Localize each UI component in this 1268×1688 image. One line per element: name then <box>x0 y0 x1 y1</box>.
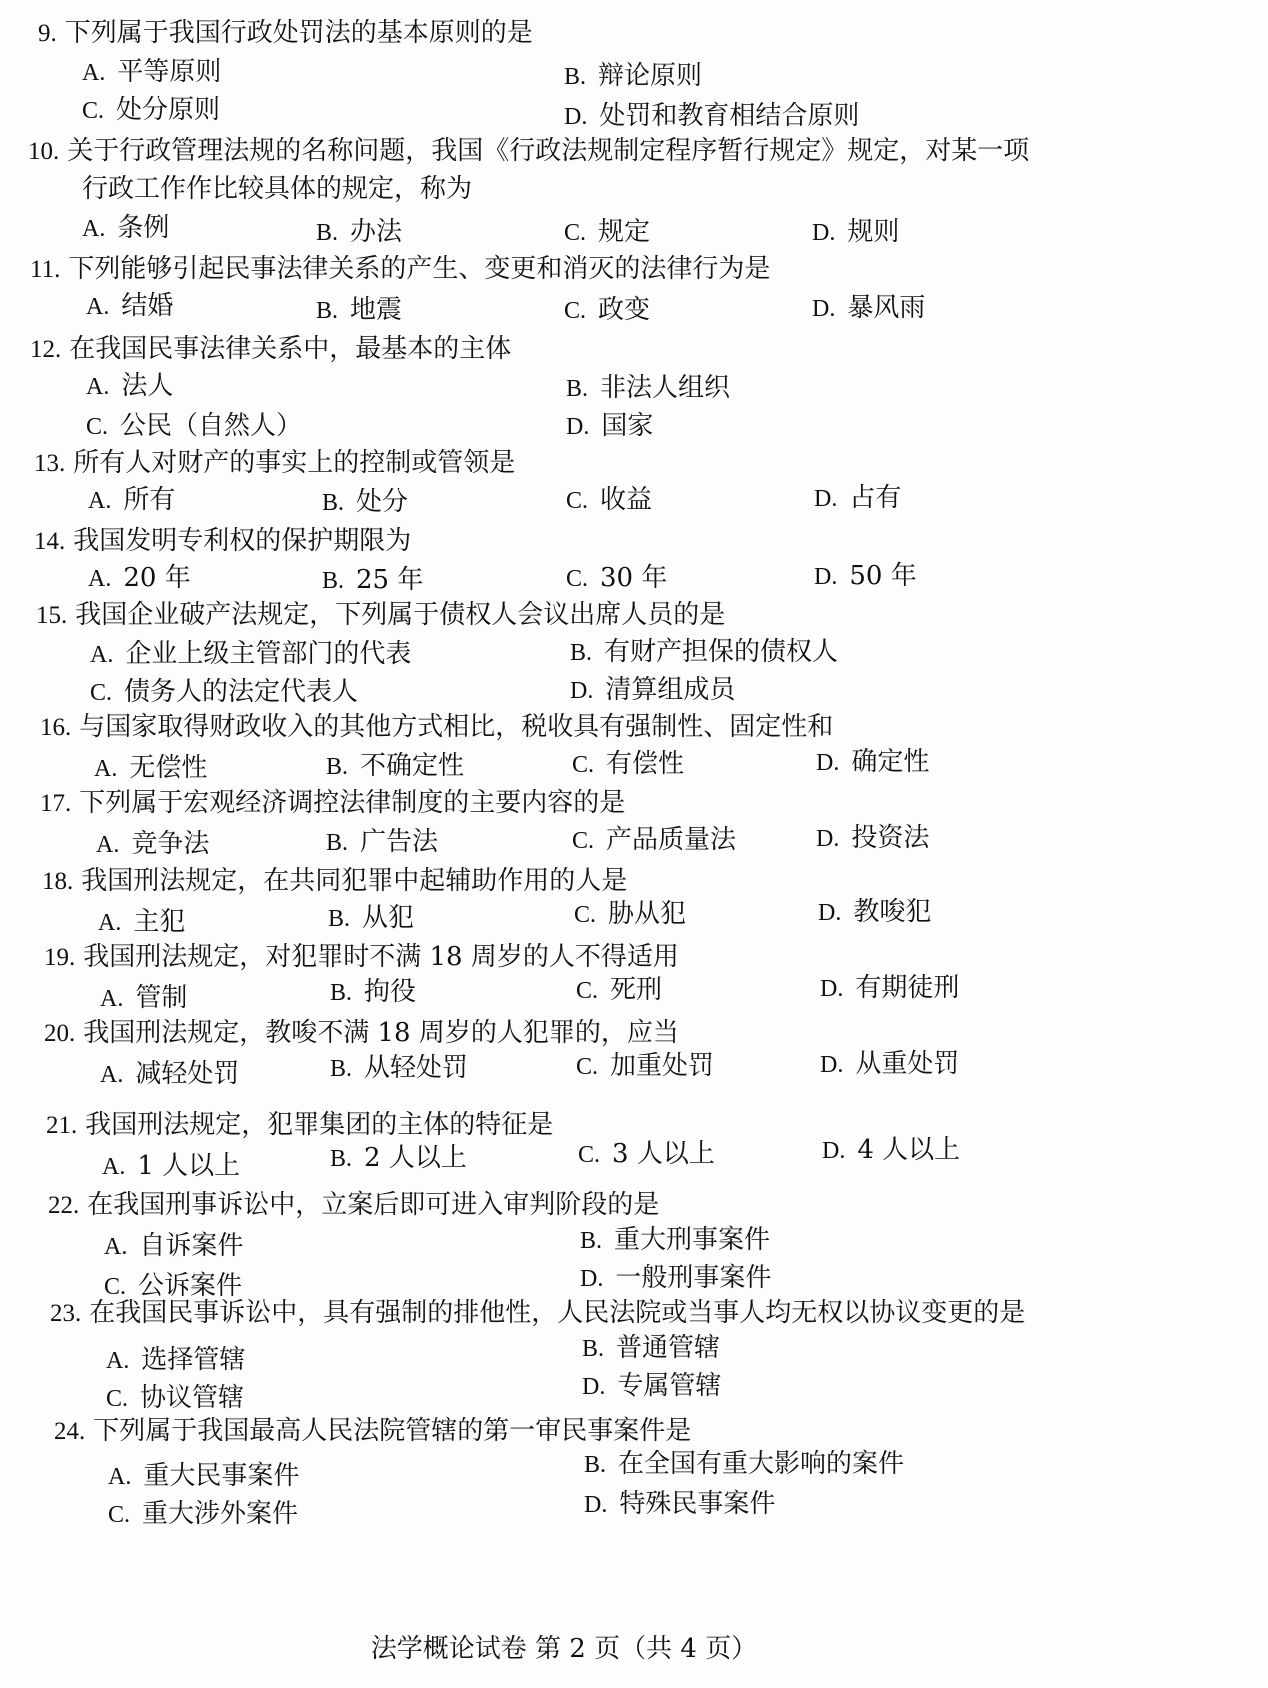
question-stem <box>34 444 1234 483</box>
option-text: 处罚和教育相结合原则 <box>599 101 860 131</box>
option-letter: D. <box>818 900 842 926</box>
option-text: 规定 <box>598 217 651 247</box>
option-c <box>576 972 662 1009</box>
option-b <box>330 1140 467 1177</box>
question-stem <box>30 330 1230 369</box>
question-19 <box>0 938 1200 1013</box>
option-d <box>566 408 653 445</box>
option-text: 重大民事案件 <box>143 1461 300 1491</box>
option-letter: B. <box>330 1056 353 1082</box>
option-a <box>86 368 173 405</box>
option-text: 有偿性 <box>606 749 685 779</box>
option-a <box>106 1342 245 1379</box>
option-letter: A. <box>88 566 112 592</box>
option-c <box>578 1136 715 1173</box>
option-letter: D. <box>822 1138 846 1164</box>
option-letter: C. <box>576 978 599 1004</box>
option-letter: A. <box>104 1234 128 1260</box>
option-text: 管制 <box>135 983 188 1013</box>
option-a <box>96 826 209 863</box>
option-letter: B. <box>326 754 349 780</box>
option-letter: C. <box>108 1502 131 1528</box>
question-23 <box>0 1294 1200 1413</box>
option-letter: A. <box>98 910 122 936</box>
option-b <box>322 562 423 599</box>
option-c <box>566 482 652 519</box>
option-text: 收益 <box>600 485 653 515</box>
question-15 <box>0 596 1200 707</box>
option-letter: C. <box>90 680 113 706</box>
question-stem <box>36 596 1236 635</box>
question-14 <box>0 522 1200 595</box>
question-number: 15. <box>36 602 68 629</box>
option-text: 普通管辖 <box>616 1333 721 1363</box>
option-d <box>820 970 959 1007</box>
option-c <box>86 408 302 445</box>
question-stem <box>50 1294 1250 1333</box>
option-letter: C. <box>106 1386 129 1412</box>
option-c <box>108 1496 298 1533</box>
option-text: 主犯 <box>133 907 186 937</box>
option-letter: B. <box>582 1336 605 1362</box>
option-letter: C. <box>82 98 105 124</box>
option-text: 结婚 <box>121 291 174 321</box>
option-letter: C. <box>572 828 595 854</box>
option-b <box>330 974 416 1011</box>
question-text: 我国刑法规定，犯罪集团的主体的特征是 <box>85 1110 554 1140</box>
question-13 <box>0 444 1200 517</box>
option-c <box>572 746 684 783</box>
option-letter: B. <box>326 830 349 856</box>
option-letter: A. <box>102 1154 126 1180</box>
option-text: 占有 <box>849 483 902 513</box>
option-a <box>82 210 169 247</box>
option-text: 所有 <box>123 485 176 515</box>
option-text: 20 年 <box>123 563 191 593</box>
option-b <box>326 748 464 785</box>
option-letter: A. <box>88 488 112 514</box>
option-text: 公民（自然人） <box>120 411 303 441</box>
option-text: 条例 <box>117 213 170 243</box>
option-text: 确定性 <box>851 747 930 777</box>
option-a <box>94 750 207 787</box>
option-letter: B. <box>322 490 345 516</box>
option-c <box>564 214 650 251</box>
option-b <box>566 370 730 407</box>
option-c <box>564 292 650 329</box>
question-number: 24. <box>54 1418 86 1445</box>
question-number: 12. <box>30 336 62 363</box>
option-a <box>98 904 185 941</box>
option-b <box>584 1446 904 1483</box>
option-text: 胁从犯 <box>608 899 687 929</box>
option-letter: D. <box>570 678 594 704</box>
option-letter: B. <box>580 1228 603 1254</box>
question-text: 我国刑法规定，教唆不满 18 周岁的人犯罪的，应当 <box>83 1018 679 1048</box>
option-letter: D. <box>584 1492 608 1518</box>
option-text: 有期徒刑 <box>855 973 960 1003</box>
question-text: 下列属于宏观经济调控法律制度的主要内容的是 <box>79 788 626 818</box>
option-text: 不确定性 <box>360 751 465 781</box>
question-11 <box>0 250 1200 325</box>
option-d <box>812 214 899 251</box>
question-text: 所有人对财产的事实上的控制或管领是 <box>73 448 516 478</box>
option-d <box>584 1486 775 1523</box>
option-letter: A. <box>108 1464 132 1490</box>
option-d <box>814 480 901 517</box>
question-stem <box>48 1186 1248 1225</box>
option-letter: D. <box>564 104 588 130</box>
option-c <box>566 560 667 597</box>
option-text: 政变 <box>598 295 651 325</box>
option-letter: B. <box>316 298 339 324</box>
option-text: 自诉案件 <box>139 1231 244 1261</box>
option-letter: B. <box>328 906 351 932</box>
option-text: 从犯 <box>362 903 415 933</box>
option-d <box>822 1132 960 1169</box>
question-17 <box>0 784 1200 859</box>
option-d <box>582 1368 721 1405</box>
question-number: 21. <box>46 1112 78 1139</box>
option-letter: B. <box>570 640 593 666</box>
option-text: 25 年 <box>356 565 424 595</box>
option-letter: A. <box>90 642 114 668</box>
option-letter: B. <box>330 1146 353 1172</box>
option-letter: B. <box>584 1452 607 1478</box>
option-a <box>86 288 173 325</box>
option-letter: A. <box>100 986 124 1012</box>
option-letter: D. <box>820 976 844 1002</box>
option-letter: B. <box>566 376 589 402</box>
option-b <box>582 1330 720 1367</box>
question-number: 18. <box>42 868 74 895</box>
option-b <box>330 1050 468 1087</box>
option-text: 投资法 <box>851 823 930 853</box>
option-b <box>322 484 408 521</box>
option-text: 在全国有重大影响的案件 <box>618 1449 905 1479</box>
option-text: 重大刑事案件 <box>614 1225 771 1255</box>
question-stem <box>34 522 1234 561</box>
question-number: 22. <box>48 1192 80 1219</box>
option-d <box>564 98 859 135</box>
option-text: 法人 <box>121 371 174 401</box>
question-number: 11. <box>30 256 61 283</box>
option-text: 4 人以上 <box>857 1135 961 1165</box>
option-letter: D. <box>812 296 836 322</box>
question-number: 16. <box>40 714 72 741</box>
option-text: 清算组成员 <box>605 675 736 705</box>
option-text: 一般刑事案件 <box>615 1263 772 1293</box>
option-text: 规则 <box>847 217 900 247</box>
option-letter: C. <box>576 1054 599 1080</box>
option-letter: A. <box>96 832 120 858</box>
option-text: 暴风雨 <box>847 293 926 323</box>
option-letter: C. <box>104 1274 127 1300</box>
option-letter: A. <box>82 216 106 242</box>
option-text: 死刑 <box>610 975 663 1005</box>
option-b <box>316 292 402 329</box>
option-letter: C. <box>564 220 587 246</box>
option-b <box>570 634 838 671</box>
option-d <box>816 744 929 781</box>
option-c <box>574 896 686 933</box>
question-number: 19. <box>44 944 76 971</box>
option-text: 1 人以上 <box>137 1151 241 1181</box>
option-letter: B. <box>330 980 353 1006</box>
question-number: 20. <box>44 1020 76 1047</box>
option-letter: A. <box>106 1348 130 1374</box>
option-text: 竞争法 <box>131 829 210 859</box>
question-text: 与国家取得财政收入的其他方式相比，税收具有强制性、固定性和 <box>79 712 834 742</box>
question-text: 我国发明专利权的保护期限为 <box>73 526 412 556</box>
option-a <box>100 980 187 1017</box>
question-number: 17. <box>40 790 72 817</box>
option-a <box>100 1056 239 1093</box>
option-text: 减轻处罚 <box>135 1059 240 1089</box>
option-c <box>572 822 736 859</box>
option-letter: C. <box>566 488 589 514</box>
question-number: 23. <box>50 1300 82 1327</box>
question-number: 14. <box>34 528 66 555</box>
option-text: 有财产担保的债权人 <box>604 637 839 667</box>
option-letter: D. <box>566 414 590 440</box>
option-letter: A. <box>86 374 110 400</box>
option-c <box>576 1048 714 1085</box>
option-text: 辩论原则 <box>598 61 703 91</box>
option-text: 处分原则 <box>116 95 221 125</box>
option-letter: D. <box>812 220 836 246</box>
option-b <box>564 58 702 95</box>
option-text: 处分 <box>356 487 409 517</box>
option-text: 3 人以上 <box>612 1139 715 1169</box>
option-letter: A. <box>100 1062 124 1088</box>
option-text: 从重处罚 <box>855 1049 960 1079</box>
option-letter: D. <box>816 826 840 852</box>
question-stem <box>30 250 1230 289</box>
option-letter: D. <box>820 1052 844 1078</box>
option-a <box>102 1148 240 1185</box>
question-text: 在我国刑事诉讼中，立案后即可进入审判阶段的是 <box>87 1190 660 1220</box>
question-number: 9. <box>38 20 57 47</box>
question-22 <box>0 1186 1200 1301</box>
option-letter: B. <box>564 64 587 90</box>
option-text: 地震 <box>350 295 403 325</box>
option-d <box>580 1260 771 1297</box>
question-number: 13. <box>34 450 66 477</box>
option-letter: D. <box>814 564 838 590</box>
option-text: 从轻处罚 <box>364 1053 469 1083</box>
option-text: 加重处罚 <box>610 1051 715 1081</box>
option-letter: D. <box>580 1266 604 1292</box>
question-12 <box>0 330 1200 441</box>
option-a <box>88 482 175 519</box>
option-d <box>818 894 931 931</box>
option-b <box>328 900 414 937</box>
option-letter: B. <box>316 220 339 246</box>
option-d <box>814 558 917 595</box>
question-text: 在我国民事诉讼中，具有强制的排他性，人民法院或当事人均无权以协议变更的是 <box>89 1298 1026 1328</box>
option-text: 办法 <box>350 217 403 247</box>
option-b <box>326 824 438 861</box>
option-letter: D. <box>582 1374 606 1400</box>
question-text-continued: 行政工作作比较具体的规定，称为 <box>82 174 473 204</box>
option-text: 公诉案件 <box>138 1271 243 1301</box>
option-a <box>82 54 221 91</box>
option-text: 非法人组织 <box>600 373 731 403</box>
option-letter: C. <box>86 414 109 440</box>
option-d <box>816 820 929 857</box>
option-d <box>812 290 925 327</box>
question-20 <box>0 1014 1200 1089</box>
option-letter: C. <box>578 1142 601 1168</box>
option-text: 平等原则 <box>117 57 222 87</box>
option-text: 产品质量法 <box>606 825 737 855</box>
option-a <box>104 1228 243 1265</box>
question-stem <box>38 14 1238 53</box>
option-a <box>108 1458 299 1495</box>
option-text: 拘役 <box>364 977 417 1007</box>
page-footer <box>0 1628 1268 1665</box>
question-16 <box>0 708 1200 783</box>
option-letter: C. <box>566 566 589 592</box>
question-text: 下列属于我国行政处罚法的基本原则的是 <box>64 18 533 48</box>
option-b <box>316 214 402 251</box>
option-c <box>90 674 358 711</box>
option-text: 广告法 <box>360 827 439 857</box>
option-c <box>82 92 220 129</box>
question-text: 下列属于我国最高人民法院管辖的第一审民事案件是 <box>93 1416 692 1446</box>
question-stem <box>40 784 1240 823</box>
option-text: 债务人的法定代表人 <box>124 677 359 707</box>
option-text: 专属管辖 <box>617 1371 722 1401</box>
question-stem <box>40 708 1240 747</box>
question-text: 我国刑法规定，对犯罪时不满 18 周岁的人不得适用 <box>83 942 679 972</box>
option-text: 50 年 <box>849 561 917 591</box>
option-text: 协议管辖 <box>140 1383 245 1413</box>
question-text: 在我国民事法律关系中，最基本的主体 <box>69 334 512 364</box>
question-text: 我国企业破产法规定，下列属于债权人会议出席人员的是 <box>75 600 726 630</box>
option-text: 国家 <box>601 411 654 441</box>
question-text: 我国刑法规定，在共同犯罪中起辅助作用的人是 <box>81 866 628 896</box>
option-text: 2 人以上 <box>364 1143 467 1173</box>
option-a <box>88 560 191 597</box>
option-letter: D. <box>816 750 840 776</box>
question-text: 关于行政管理法规的名称问题，我国《行政法规制定程序暂行规定》规定，对某一项 <box>67 136 1030 166</box>
option-text: 重大涉外案件 <box>142 1499 299 1529</box>
question-stem <box>28 132 1228 171</box>
option-letter: A. <box>86 294 110 320</box>
option-text: 选择管辖 <box>141 1345 246 1375</box>
option-d <box>570 672 735 709</box>
option-letter: B. <box>322 568 345 594</box>
option-text: 特殊民事案件 <box>619 1489 776 1519</box>
option-d <box>820 1046 959 1083</box>
question-21 <box>0 1106 1200 1181</box>
question-text: 下列能够引起民事法律关系的产生、变更和消灭的法律行为是 <box>68 254 771 284</box>
option-b <box>580 1222 770 1259</box>
option-letter: C. <box>564 298 587 324</box>
option-letter: A. <box>82 60 106 86</box>
question-10 <box>0 132 1200 247</box>
option-a <box>90 636 411 673</box>
question-24 <box>0 1412 1200 1529</box>
option-text: 无偿性 <box>129 753 208 783</box>
footer-text: 法学概论试卷 第 2 页（共 4 页） <box>370 1634 758 1664</box>
option-text: 企业上级主管部门的代表 <box>125 639 412 669</box>
option-letter: C. <box>574 902 597 928</box>
option-letter: A. <box>94 756 118 782</box>
question-9 <box>0 14 1200 131</box>
option-letter: C. <box>572 752 595 778</box>
option-text: 30 年 <box>600 563 668 593</box>
option-letter: D. <box>814 486 838 512</box>
option-text: 教唆犯 <box>853 897 932 927</box>
question-18 <box>0 862 1200 937</box>
question-number: 10. <box>28 138 60 165</box>
